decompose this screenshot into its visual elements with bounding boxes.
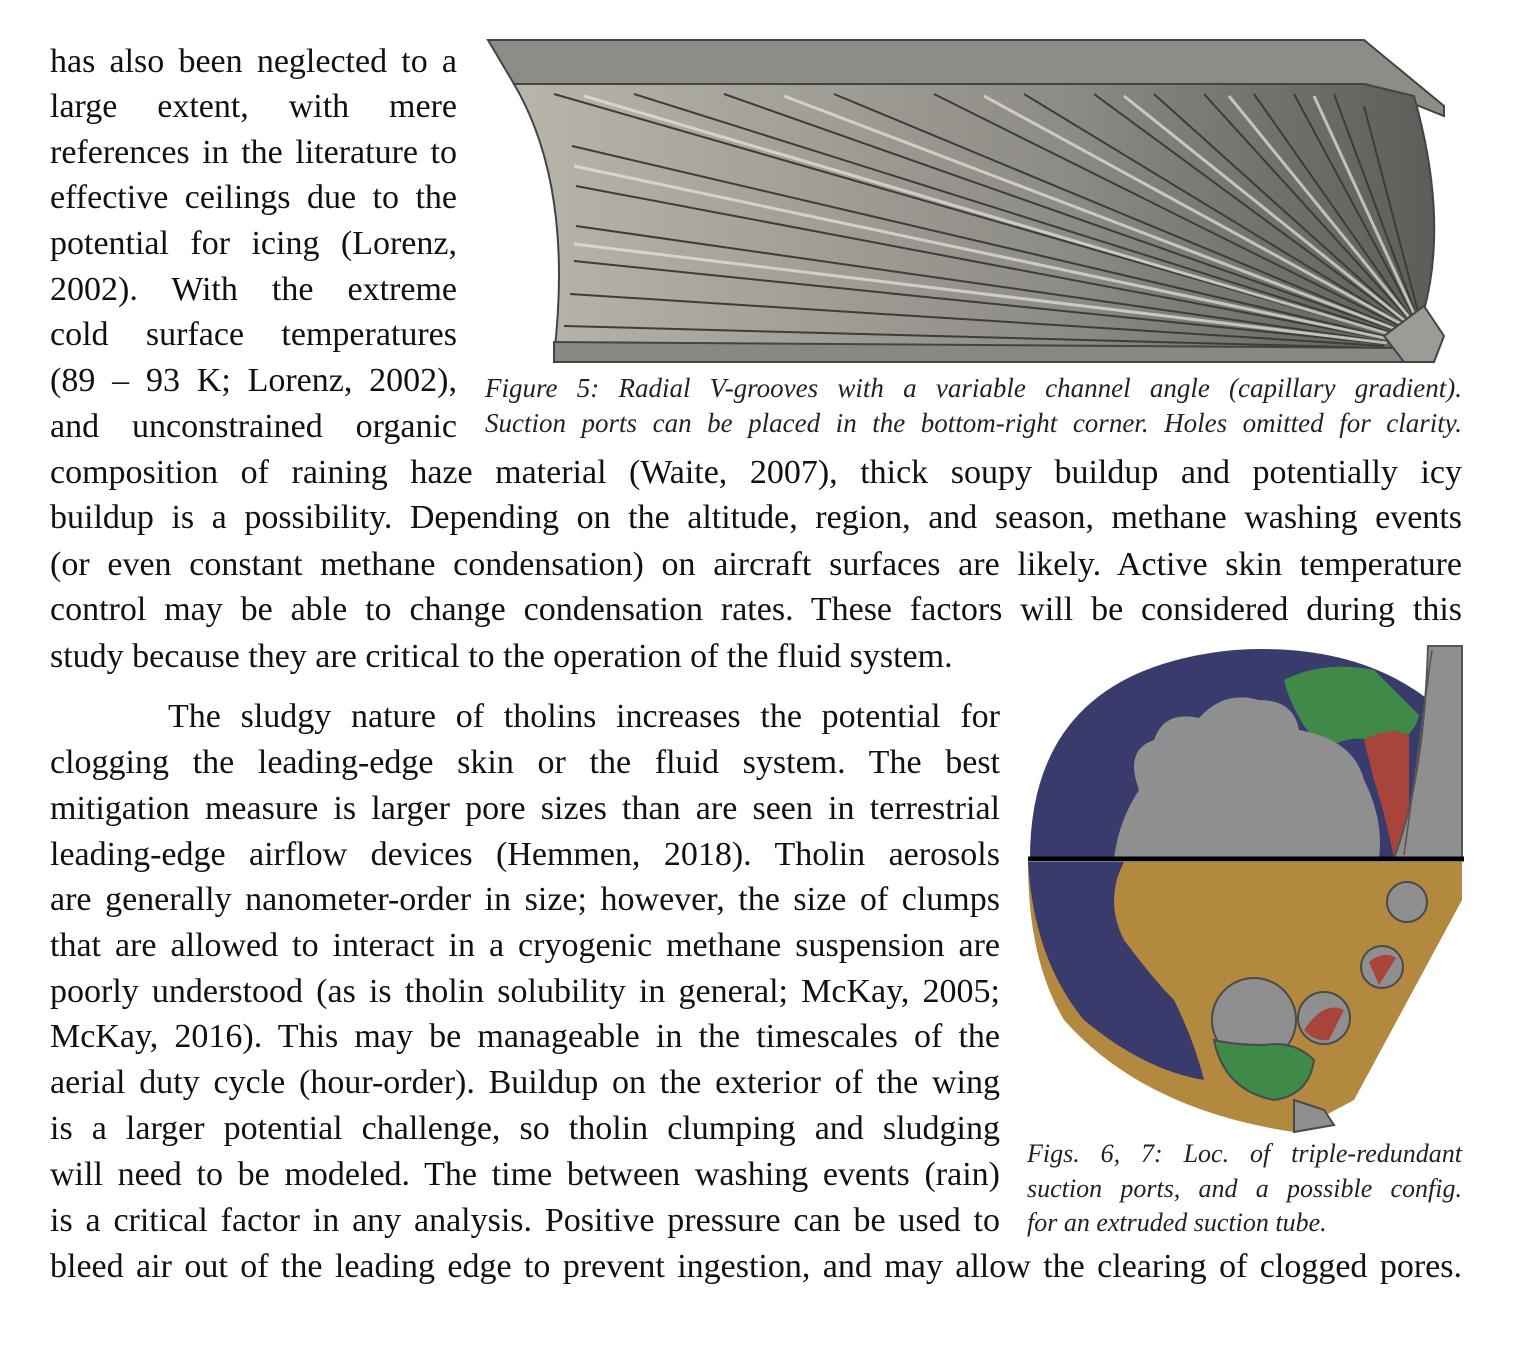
figure-6-7-caption: Figs. 6, 7: Loc. of triple-redundant [1027,1139,1462,1168]
body-line: bleed air out of the leading edge to prevent ingestion, and may allow the clearing of clogged pores. [50,1248,1462,1285]
body-line: cold surface temperatures [50,316,457,353]
body-line: composition of raining haze material (Waite, 2007), thick soupy buildup and potentially icy [50,454,1462,491]
body-line: The sludgy nature of tholins increases the potential for [168,698,1000,735]
body-line: effective ceilings due to the [50,179,457,216]
body-line: that are allowed to interact in a cryogenic methane suspension are [50,927,1000,964]
body-line: is a critical factor in any analysis. Positive pressure can be used to [50,1202,1000,1239]
body-line: study because they are critical to the operation of the fluid system. [50,638,953,675]
figure-6-7-image [1024,640,1466,1135]
body-line: (or even constant methane condensation) on aircraft surfaces are likely. Active skin temperature [50,546,1462,583]
figure-6-7-caption: suction ports, and a possible config. [1027,1174,1462,1203]
figure-5-caption: Suction ports can be placed in the bottom-right corner. Holes omitted for clarity. [485,408,1462,438]
body-line: mitigation measure is larger pore sizes than are seen in terrestrial [50,790,1000,827]
body-line: has also been neglected to a [50,43,457,80]
body-line: and unconstrained organic [50,408,457,445]
body-line: references in the literature to [50,134,457,171]
body-line: clogging the leading-edge skin or the fluid system. The best [50,744,1000,781]
body-line: (89 – 93 K; Lorenz, 2002), [50,362,457,399]
body-line: aerial duty cycle (hour-order). Buildup on the exterior of the wing [50,1064,1000,1101]
body-line: leading-edge airflow devices (Hemmen, 2018). Tholin aerosols [50,836,1000,873]
body-line: buildup is a possibility. Depending on the altitude, region, and season, methane washing events [50,499,1462,536]
body-line: is a larger potential challenge, so tholin clumping and sludging [50,1110,1000,1147]
figure-6-7-caption: for an extruded suction tube. [1027,1208,1327,1237]
body-line: large extent, with mere [50,88,457,125]
body-line: are generally nanometer-order in size; however, the size of clumps [50,881,1000,918]
body-line: will need to be modeled. The time between washing events (rain) [50,1156,1000,1193]
figure-5-image [484,36,1464,368]
figure-5-caption: Figure 5: Radial V-grooves with a variable channel angle (capillary gradient). [485,373,1462,403]
body-line: potential for icing (Lorenz, [50,225,457,262]
body-line: control may be able to change condensation rates. These factors will be considered during this [50,591,1462,628]
body-line: poorly understood (as is tholin solubility in general; McKay, 2005; [50,973,1000,1010]
body-line: McKay, 2016). This may be manageable in the timescales of the [50,1018,1000,1055]
body-line: 2002). With the extreme [50,271,457,308]
